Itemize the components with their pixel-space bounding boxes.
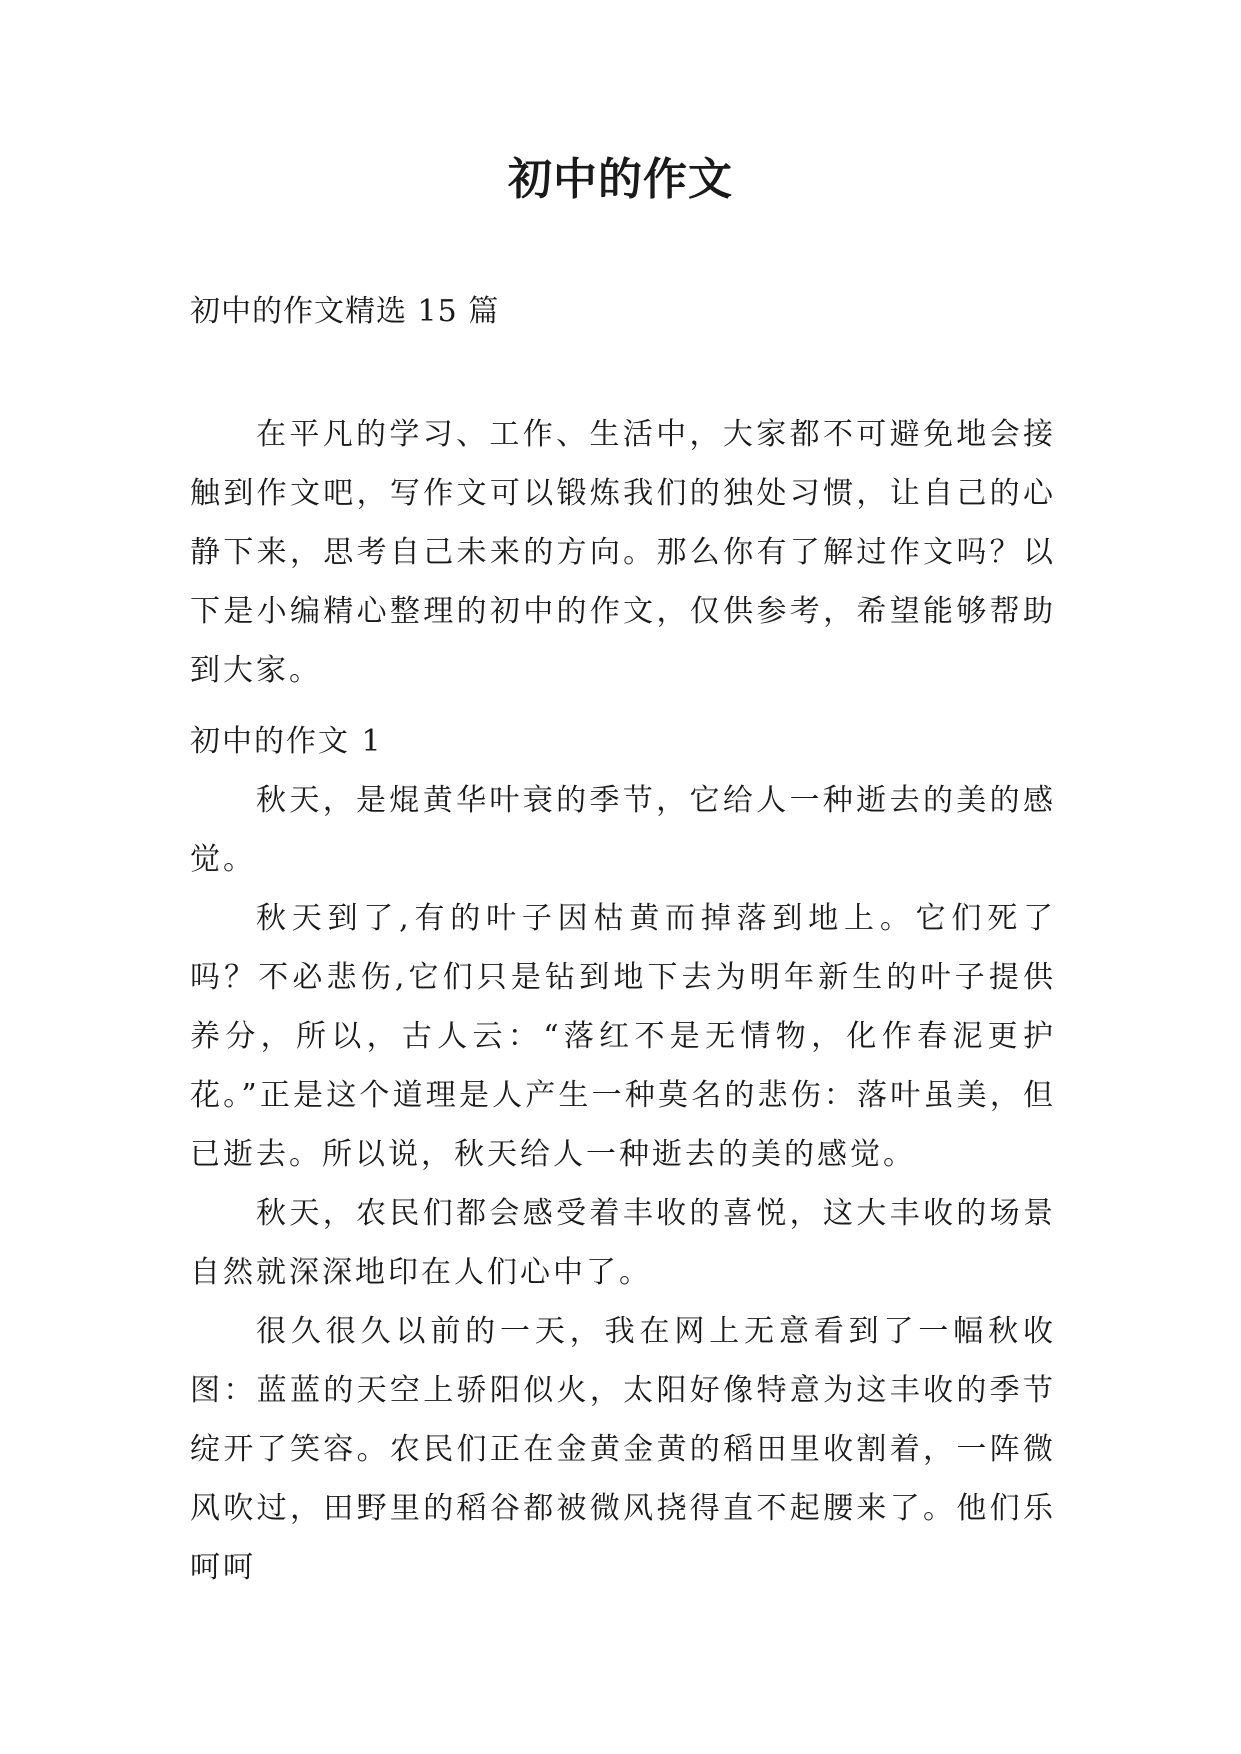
section-paragraph-2: 秋天到了,有的叶子因枯黄而掉落到地上。它们死了吗？不必悲伤,它们只是钻到地下去为明年新生的叶子提供养分，所以，古人云：“落红不是无情物，化作春泥更护花。”正是这个道理是人产生一种莫名的悲伤：落叶虽美，但已逝去。所以说，秋天给人一种逝去的美的感觉。 xyxy=(190,901,1056,1172)
section-paragraph-4: 很久很久以前的一天，我在网上无意看到了一幅秋收图：蓝蓝的天空上骄阳似火，太阳好像特意为这丰收的季节绽开了笑容。农民们正在金黄金黄的稻田里收割着，一阵微风吹过，田野里的稻谷都被微风挠得直不起腰来了。他们乐呵呵 xyxy=(190,1314,1056,1585)
section-heading: 初中的作文 1 xyxy=(190,724,383,759)
intro-paragraph: 在平凡的学习、工作、生活中，大家都不可避免地会接触到作文吧，写作文可以锻炼我们的独处习惯，让自己的心静下来，思考自己未来的方向。那么你有了解过作文吗？以下是小编精心整理的初中的作文，仅供参考，希望能够帮助到大家。 xyxy=(190,417,1056,688)
intro-block xyxy=(190,405,1056,700)
section-paragraph-3: 秋天，农民们都会感受着丰收的喜悦，这大丰收的场景自然就深深地印在人们心中了。 xyxy=(190,1196,1056,1290)
document-title: 初中的作文 xyxy=(508,154,733,205)
document-subtitle: 初中的作文精选 15 篇 xyxy=(190,294,500,329)
section-paragraph-1: 秋天，是焜黄华叶衰的季节，它给人一种逝去的美的感觉。 xyxy=(190,783,1056,877)
section-1 xyxy=(190,712,1056,1597)
